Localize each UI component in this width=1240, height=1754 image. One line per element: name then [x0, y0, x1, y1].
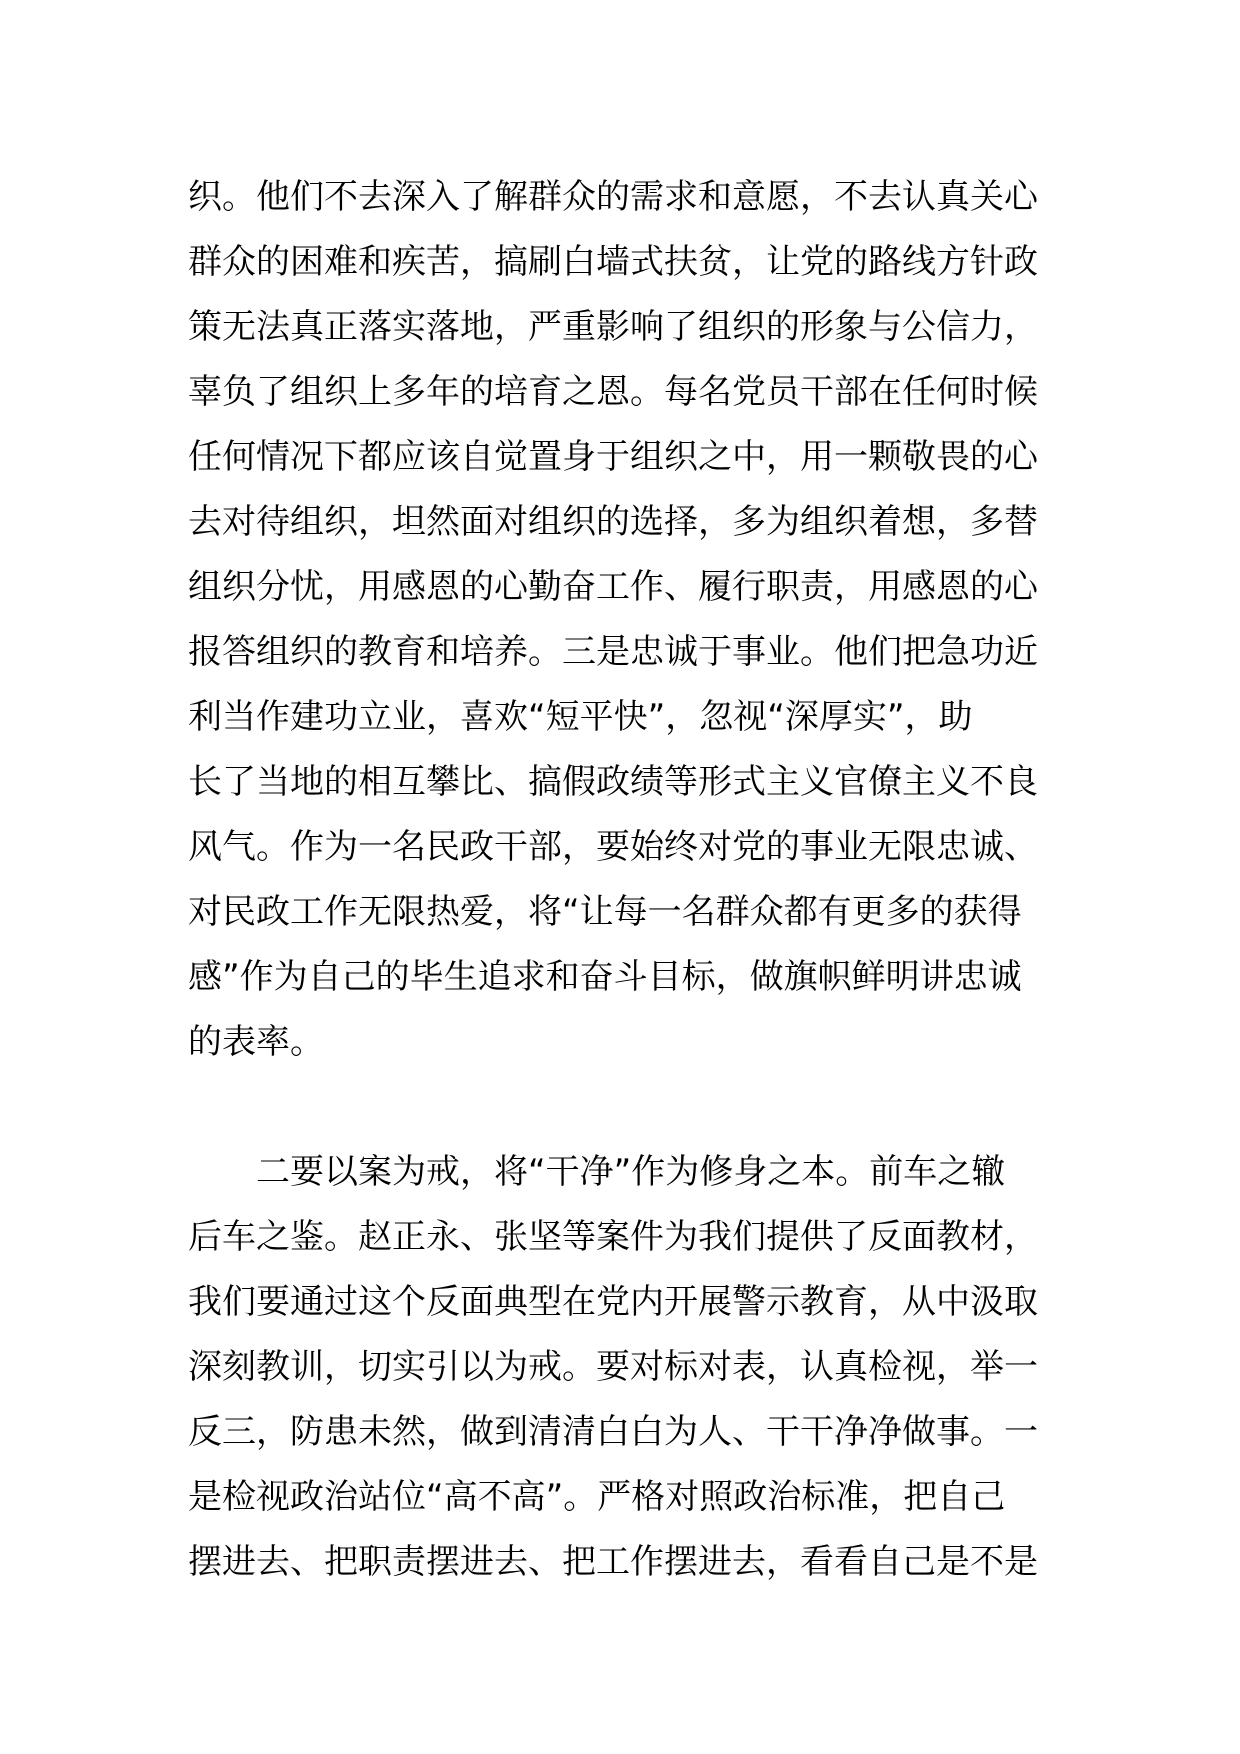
text-line: 群众的困难和疾苦，搞刷白墙式扶贫，让党的路线方针政	[188, 242, 1038, 282]
text-line: 织。他们不去深入了解群众的需求和意愿，不去认真关心	[188, 177, 1038, 217]
text-line: 风气。作为一名民政干部，要始终对党的事业无限忠诚、	[188, 827, 1038, 867]
text-line: 长了当地的相互攀比、搞假政绩等形式主义官僚主义不良	[188, 762, 1038, 802]
text-line: 深刻教训，切实引以为戒。要对标对表，认真检视，举一	[188, 1347, 1038, 1387]
paragraph-1	[188, 165, 1058, 1075]
text-line: 摆进去、把职责摆进去、把工作摆进去，看看自己是不是	[188, 1542, 1038, 1582]
paragraph-2	[188, 1140, 1058, 1595]
text-line: 后车之鉴。赵正永、张坚等案件为我们提供了反面教材，	[188, 1217, 1038, 1257]
text-line: 我们要通过这个反面典型在党内开展警示教育，从中汲取	[188, 1282, 1038, 1322]
text-line: 组织分忧，用感恩的心勤奋工作、履行职责，用感恩的心	[188, 567, 1038, 607]
text-line-indented: 二要以案为戒，将“干净”作为修身之本。前车之辙	[256, 1152, 1006, 1192]
text-line: 感”作为自己的毕生追求和奋斗目标，做旗帜鲜明讲忠诚	[188, 957, 1022, 997]
text-line: 反三，防患未然，做到清清白白为人、干干净净做事。一	[188, 1412, 1038, 1452]
text-line: 是检视政治站位“高不高”。严格对照政治标准，把自己	[188, 1477, 1006, 1517]
text-line: 利当作建功立业，喜欢“短平快”，忽视“深厚实”，助	[188, 697, 973, 737]
text-line: 任何情况下都应该自觉置身于组织之中，用一颗敬畏的心	[188, 437, 1038, 477]
text-line: 辜负了组织上多年的培育之恩。每名党员干部在任何时候	[188, 372, 1038, 412]
text-line: 报答组织的教育和培养。三是忠诚于事业。他们把急功近	[188, 632, 1038, 672]
text-line: 对民政工作无限热爱，将“让每一名群众都有更多的获得	[188, 892, 1022, 932]
text-line: 的表率。	[188, 1022, 324, 1062]
text-line: 策无法真正落实落地，严重影响了组织的形象与公信力，	[188, 307, 1038, 347]
text-line: 去对待组织，坦然面对组织的选择，多为组织着想，多替	[188, 502, 1038, 542]
